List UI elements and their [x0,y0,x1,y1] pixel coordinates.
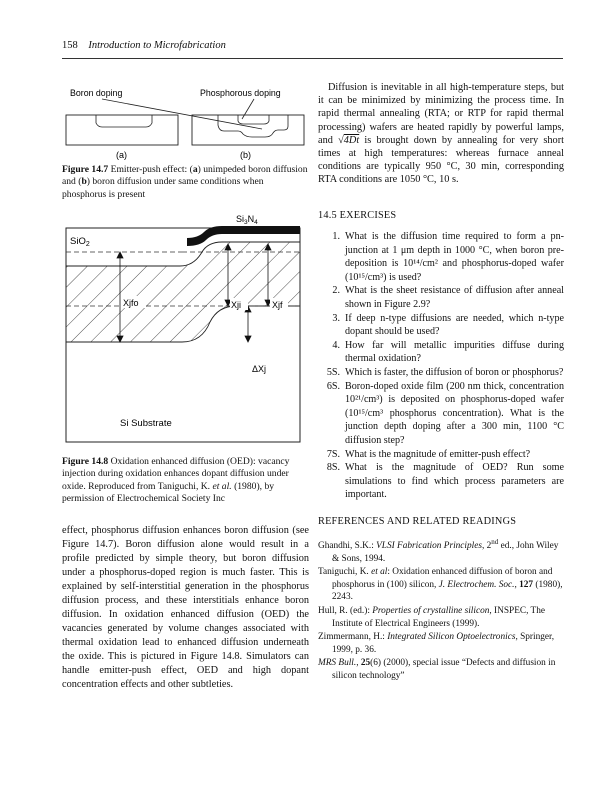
figure-14-8 [62,212,312,452]
wafer-b [192,115,304,145]
figure-14-7-caption: Figure 14.7 Emitter-push effect: (a) unimpeded boron diffusion and (b) boron diffusion under same conditions when phosphorus is present [62,164,308,200]
delta-xj-label: ΔXj [252,364,267,374]
substrate-label: Si Substrate [120,418,172,429]
oxide-hatched-region [66,242,300,342]
left-column-text: effect, phosphorus diffusion enhances boron diffusion (see Figure 14.7). Boron diffusion alone would result in a profile predicted by simple theory, but boron diffusion under a phosphorus-doped region is much faster. This is explained by self-interstitial generation in the phosphorus diffusion process, and these interstitials enhance boron diffusion. In oxidation enhanced diffusion (OED) the vacancies generated by volume changes associated with thermal oxidation lead to enhanced diffusion underneath the oxide. This is pictured in Figure 14.8. Simulators can handle emitter-push effect, OED and high dopant concentration effects and other subtleties. [62,525,309,690]
list-item: 3. If deep n-type diffusions are needed, which n-type dopant should be used? [332,312,564,338]
subfig-a-label: (a) [116,150,127,160]
references-heading: REFERENCES AND RELATED READINGS [318,516,517,527]
si3n4-label: $Si_3N_4$ [236,214,258,226]
running-header [62,40,226,51]
xjfo-label: Xjfo [123,298,139,308]
phosphorus-profile-b [238,115,269,124]
list-item: 6S. Boron-doped oxide film (200 nm thick, concentration 10²¹/cm³) is deposited on phosphorus-doped wafer (10¹⁵/cm³ phosphorus concentration). What is the junction depth doping after a 300 min, 1100 °C diffusion step? [326,380,564,446]
xjf-label: Xjf [272,300,283,310]
list-item: 8S. What is the magnitude of OED? Run some simulations to find which process parameters are important. [326,462,564,501]
list-item: 5S. Which is faster, the diffusion of boron or phosphorus? [326,366,564,378]
reference-item: Hull, R. (ed.): Properties of crystalline silicon, INSPEC, The Institute of Electrical Engineers (1999). [318,606,546,629]
list-item: 1. What is the diffusion time required to form a pn-junction at 1 μm depth in 1000 °C, when boron pre-deposition is 10¹⁴/cm² and phosphorus-doped wafer (10¹⁵/cm³) is used? [332,231,564,283]
boron-profile-b [218,115,288,137]
reference-item: MRS Bull., 25(6) (2000), special issue “Defects and diffusion in silicon technology” [318,658,556,682]
reference-item: Ghandhi, S.K.: VLSI Fabrication Principles, 2nd ed., John Wiley & Sons, 1994. [318,538,559,564]
figure-14-8-caption: Figure 14.8 Oxidation enhanced diffusion (OED): vacancy injection during oxidation enhances dopant diffusion under oxide. Reproduced from Taniguchi, K. et al. (1980), by permission of Electrochemical Society Inc [62,456,290,505]
right-column-text: Diffusion is inevitable in all high-temperature steps, but it can be minimized by minimizing the process time. In rapid thermal annealing (RTA; or RTP for rapid thermal processing) wafers are heated rapidly by powerful lamps, and √4Dt is brought down by annealing for very short times at high temperatures: whereas furnace anneal conditions are typically 950 °C, 30 min, corresponding RTA conditions are 1050 °C, 10 s. [318,82,564,186]
page-number: 158 [62,40,78,51]
figure-number: Figure 14.7 [62,164,109,175]
running-title: Introduction to Microfabrication [88,40,226,51]
reference-item: Taniguchi, K. et al: Oxidation enhanced diffusion of boron and phosphorus in (100) silicon, J. Electrochem. Soc., 127 (1980), 2243. [318,567,563,603]
phosphorous-doping-label: Phosphorous doping [200,88,281,98]
sqrt-4dt: √4Dt [338,134,360,146]
wafer-a [66,115,178,145]
header-rule [62,58,563,59]
reference-item: Zimmermann, H.: Integrated Silicon Optoelectronics, Springer, 1999, p. 36. [318,632,555,655]
sio2-label: SiO$_2$ [70,236,90,248]
boron-profile-a [96,115,152,127]
figure-14-7 [62,82,312,164]
list-item: 4. How far will metallic impurities diffuse during thermal oxidation? [332,339,564,365]
subfig-b-label: (b) [240,150,251,160]
exercise-list [318,230,564,502]
boron-doping-label: Boron doping [70,88,123,98]
list-item: 2. What is the sheet resistance of diffusion after anneal shown in Figure 2.9? [332,285,564,310]
reference-list [318,536,564,684]
list-item: 7S. What is the magnitude of emitter-push effect? [326,448,531,460]
xji-label: Xji [231,300,242,310]
exercises-heading: 14.5 EXERCISES [318,210,397,221]
figure-number: Figure 14.8 [62,456,109,467]
